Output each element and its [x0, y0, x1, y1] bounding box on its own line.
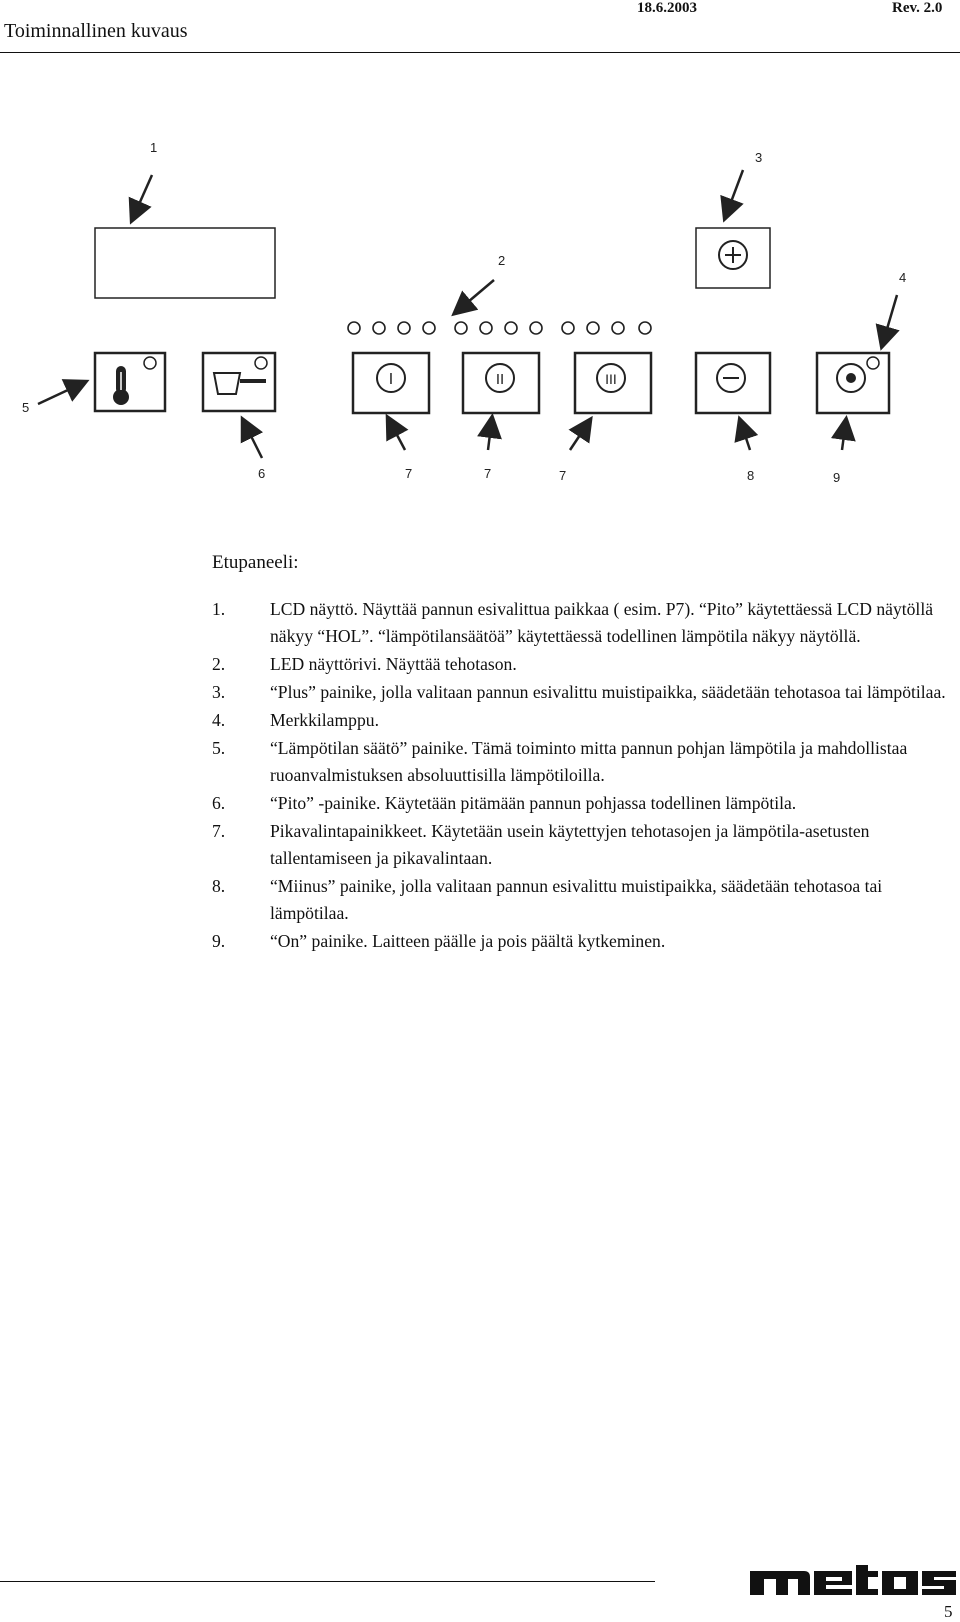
hold-button [203, 353, 275, 411]
callout-2: 2 [498, 253, 506, 268]
list-item [212, 790, 956, 817]
callout-arrows [38, 170, 897, 458]
plus-button [696, 228, 770, 288]
callout-7c: 7 [559, 468, 567, 483]
item-text: Pikavalintapainikkeet. Käytetään usein käytettyjen tehotasojen ja lämpötila-asetusten tallentamiseen ja pikavalintaan. [270, 821, 870, 868]
callout-3: 3 [755, 150, 763, 165]
document-revision: Rev. 2.0 [892, 0, 943, 16]
document-title: Toiminnallinen kuvaus [4, 20, 188, 42]
callout-7b: 7 [484, 466, 492, 481]
plus-icon [719, 241, 747, 269]
led [587, 322, 599, 334]
front-panel-diagram [0, 120, 960, 520]
page-number: 5 [944, 1602, 953, 1621]
led [639, 322, 651, 334]
led [423, 322, 435, 334]
indicator-lamp [867, 357, 879, 369]
thermometer-icon [114, 367, 128, 404]
description-list [212, 596, 956, 956]
item-number: 6. [212, 793, 226, 813]
list-item [212, 818, 956, 872]
led [455, 322, 467, 334]
item-number: 2. [212, 654, 226, 674]
header-rule [0, 52, 960, 53]
led [612, 322, 624, 334]
item-text: “On” painike. Laitteen päälle ja pois päältä kytkeminen. [270, 931, 666, 951]
led-row [348, 322, 651, 334]
list-item [212, 928, 956, 955]
power-dot-icon [837, 364, 865, 392]
lcd-display [95, 228, 275, 298]
led [398, 322, 410, 334]
section-heading: Etupaneeli: [212, 552, 299, 573]
led [505, 322, 517, 334]
item-text: “Plus” painike, jolla valitaan pannun esivalittu muistipaikka, säädetään tehotasoa tai lämpötilaa. [270, 682, 946, 702]
callout-7a: 7 [405, 466, 413, 481]
callout-8: 8 [747, 468, 755, 483]
item-text: Merkkilamppu. [270, 710, 379, 730]
document-date: 18.6.2003 [637, 0, 697, 16]
callout-4: 4 [899, 270, 907, 285]
roman-one-glyph: I [388, 371, 394, 388]
led [373, 322, 385, 334]
footer-rule [0, 1581, 655, 1582]
quick-button-two [463, 353, 539, 413]
item-number: 5. [212, 738, 226, 758]
led [480, 322, 492, 334]
list-item [212, 596, 956, 650]
temperature-button [95, 353, 165, 411]
item-text: LED näyttörivi. Näyttää tehotason. [270, 654, 517, 674]
led [530, 322, 542, 334]
minus-icon [717, 364, 745, 392]
led [348, 322, 360, 334]
quick-button-one [353, 353, 429, 413]
callout-1: 1 [150, 140, 158, 155]
item-text: LCD näyttö. Näyttää pannun esivalittua paikkaa ( esim. P7). “Pito” käytettäessä LCD näytöllä näkyy “HOL”. “lämpötilansäätöä” käytettäessä todellinen lämpötila näkyy näytöllä. [270, 599, 934, 646]
item-number: 9. [212, 931, 226, 951]
item-number: 1. [212, 599, 226, 619]
item-number: 4. [212, 710, 226, 730]
list-item [212, 873, 956, 927]
item-number: 7. [212, 821, 226, 841]
item-text: “Pito” -painike. Käytetään pitämään pannun pohjassa todellinen lämpötila. [270, 793, 797, 813]
callout-6: 6 [258, 466, 266, 481]
callout-labels [22, 140, 906, 485]
indicator-lamp [144, 357, 156, 369]
list-item [212, 707, 956, 734]
callout-9: 9 [833, 470, 841, 485]
minus-button [696, 353, 770, 413]
on-button [817, 353, 889, 413]
metos-logo [748, 1563, 958, 1599]
item-text: “Miinus” painike, jolla valitaan pannun esivalittu muistipaikka, säädetään tehotasoa tai lämpötilaa. [270, 876, 883, 923]
item-text: “Lämpötilan säätö” painike. Tämä toiminto mitta pannun pohjan lämpötila ja mahdollistaa ruoanvalmistuksen absoluuttisilla lämpötiloilla. [270, 738, 908, 785]
pan-icon [214, 373, 266, 394]
list-item [212, 735, 956, 789]
item-number: 3. [212, 682, 226, 702]
roman-three-glyph: III [605, 371, 617, 387]
list-item [212, 651, 956, 678]
item-number: 8. [212, 876, 226, 896]
roman-two-glyph: II [495, 371, 505, 388]
indicator-lamp [255, 357, 267, 369]
callout-5: 5 [22, 400, 30, 415]
quick-button-three [575, 353, 651, 413]
list-item [212, 679, 956, 706]
led [562, 322, 574, 334]
